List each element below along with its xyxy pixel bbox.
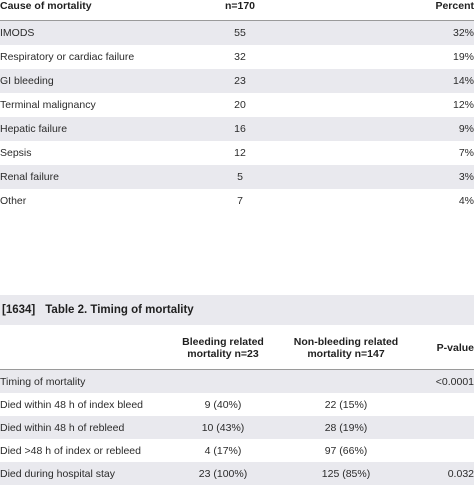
cell-non-bleeding-related: 97 (66%) — [278, 439, 414, 462]
cell-cause: Terminal malignancy — [0, 93, 180, 117]
cell-cause: Respiratory or cardiac failure — [0, 45, 180, 69]
cell-count: 5 — [180, 165, 300, 189]
cell-percent: 7% — [300, 141, 474, 165]
cell-p-value: 0.032 — [414, 462, 474, 485]
column-header-percent: Percent — [435, 0, 474, 12]
cell-count: 12 — [180, 141, 300, 165]
cell-bleeding-related: 23 (100%) — [168, 462, 278, 485]
cell-timing: Died within 48 h of rebleed — [0, 416, 168, 439]
table-row — [0, 45, 474, 69]
cell-timing: Died within 48 h of index bleed — [0, 393, 168, 416]
cell-percent: 4% — [300, 189, 474, 213]
table-header-row — [0, 0, 474, 21]
cell-count: 23 — [180, 69, 300, 93]
cell-cause: GI bleeding — [0, 69, 180, 93]
column-header-count: n=170 — [224, 0, 256, 12]
cell-count: 55 — [180, 21, 300, 46]
cell-count: 16 — [180, 117, 300, 141]
column-header-p-value: P-value — [436, 342, 474, 354]
cell-count: 20 — [180, 93, 300, 117]
table-row — [0, 439, 474, 462]
table-row — [0, 117, 474, 141]
cell-cause: Hepatic failure — [0, 117, 180, 141]
cell-percent: 9% — [300, 117, 474, 141]
column-header-non-bleeding-related: Non-bleeding related mortality n=147 — [293, 336, 399, 360]
cell-percent: 19% — [300, 45, 474, 69]
mortality-cause-table — [0, 0, 474, 213]
table-row — [0, 416, 474, 439]
cell-percent: 12% — [300, 93, 474, 117]
cell-cause: IMODS — [0, 21, 180, 46]
cell-p-value — [414, 439, 474, 462]
cell-bleeding-related — [168, 370, 278, 394]
cell-p-value — [414, 393, 474, 416]
cell-non-bleeding-related — [278, 370, 414, 394]
cell-bleeding-related: 10 (43%) — [168, 416, 278, 439]
table-row — [0, 393, 474, 416]
table-row — [0, 189, 474, 213]
table-row — [0, 165, 474, 189]
cell-non-bleeding-related: 125 (85%) — [278, 462, 414, 485]
mortality-timing-table — [0, 327, 474, 485]
cell-count: 7 — [180, 189, 300, 213]
cell-percent: 32% — [300, 21, 474, 46]
column-header-blank — [0, 327, 168, 370]
cell-bleeding-related: 4 (17%) — [168, 439, 278, 462]
cell-bleeding-related: 9 (40%) — [168, 393, 278, 416]
column-header-bleeding-related: Bleeding related mortality n=23 — [182, 336, 264, 360]
cell-non-bleeding-related: 22 (15%) — [278, 393, 414, 416]
cell-cause: Sepsis — [0, 141, 180, 165]
table-row — [0, 93, 474, 117]
cell-non-bleeding-related: 28 (19%) — [278, 416, 414, 439]
table-row — [0, 370, 474, 394]
table-row — [0, 69, 474, 93]
cell-p-value — [414, 416, 474, 439]
cell-timing: Died >48 h of index or rebleed — [0, 439, 168, 462]
table2-caption — [0, 295, 474, 325]
table-row — [0, 21, 474, 46]
cell-percent: 14% — [300, 69, 474, 93]
table2-title: Table 2. Timing of mortality — [45, 304, 194, 316]
cell-cause: Renal failure — [0, 165, 180, 189]
cell-timing: Timing of mortality — [0, 370, 168, 394]
cell-percent: 3% — [300, 165, 474, 189]
cell-count: 32 — [180, 45, 300, 69]
table-header-row — [0, 327, 474, 370]
cell-timing: Died during hospital stay — [0, 462, 168, 485]
table2-reference-number: [1634] — [2, 304, 36, 316]
column-header-cause: Cause of mortality — [0, 0, 92, 12]
cell-p-value: <0.0001 — [414, 370, 474, 394]
cell-cause: Other — [0, 189, 180, 213]
table-row — [0, 141, 474, 165]
